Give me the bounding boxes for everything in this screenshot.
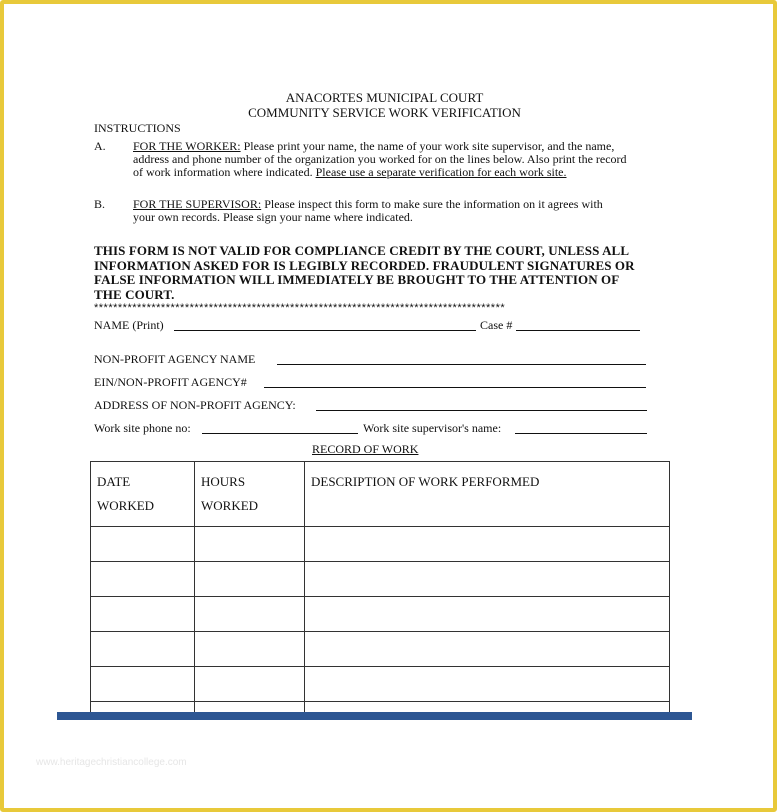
description-cell[interactable] xyxy=(305,597,670,632)
date-cell[interactable] xyxy=(91,667,195,702)
phone-label: Work site phone no: xyxy=(94,421,191,435)
supervisor-name-label: Work site supervisor's name: xyxy=(363,421,502,435)
hours-header-line-2: WORKED xyxy=(201,498,259,513)
instruction-a-line3 xyxy=(133,165,567,180)
description-header xyxy=(305,462,670,527)
date-header xyxy=(91,462,195,527)
separate-verification-note: Please use a separate verification for each work site. xyxy=(315,165,567,179)
ein-line[interactable] xyxy=(264,387,646,388)
agency-name-label: NON-PROFIT AGENCY NAME xyxy=(94,352,256,366)
worker-label: FOR THE WORKER: xyxy=(133,139,241,153)
instruction-a-line2: address and phone number of the organization you worked for on the lines below. Also print the record xyxy=(133,152,627,166)
date-cell[interactable] xyxy=(91,527,195,562)
warning-line-4: THE COURT. xyxy=(94,287,175,302)
instruction-b-letter: B. xyxy=(94,197,106,211)
date-header-line-1: DATE xyxy=(97,474,131,489)
hours-header-line-1: HOURS xyxy=(201,474,246,489)
date-header-line-2: WORKED xyxy=(97,498,155,513)
case-line[interactable] xyxy=(516,330,640,331)
address-label: ADDRESS OF NON-PROFIT AGENCY: xyxy=(94,398,296,412)
worker-text-3: of work information where indicated. xyxy=(133,165,316,179)
warning-line-1: THIS FORM IS NOT VALID FOR COMPLIANCE CREDIT BY THE COURT, UNLESS ALL xyxy=(94,243,630,258)
hours-cell[interactable] xyxy=(195,562,305,597)
table-cutoff xyxy=(88,720,678,760)
hours-cell[interactable] xyxy=(195,527,305,562)
ein-label: EIN/NON-PROFIT AGENCY# xyxy=(94,375,247,389)
agency-name-line[interactable] xyxy=(277,364,646,365)
date-cell[interactable] xyxy=(91,632,195,667)
hours-cell[interactable] xyxy=(195,597,305,632)
description-cell[interactable] xyxy=(305,527,670,562)
separator: ************************************************************************************** xyxy=(94,302,506,314)
date-cell[interactable] xyxy=(91,597,195,632)
warning-line-2: INFORMATION ASKED FOR IS LEGIBLY RECORDED. FRAUDULENT SIGNATURES OR xyxy=(94,258,635,273)
name-label: NAME (Print) xyxy=(94,318,164,332)
table-header-row xyxy=(91,462,670,527)
table-row xyxy=(91,667,670,702)
date-cell[interactable] xyxy=(91,562,195,597)
record-table xyxy=(90,461,670,737)
hours-header xyxy=(195,462,305,527)
worker-text-1: Please print your name, the name of your work site supervisor, and the name, xyxy=(240,139,615,153)
description-cell[interactable] xyxy=(305,562,670,597)
description-cell[interactable] xyxy=(305,632,670,667)
description-cell[interactable] xyxy=(305,667,670,702)
hours-cell[interactable] xyxy=(195,632,305,667)
address-line[interactable] xyxy=(316,410,647,411)
supervisor-text-1: Please inspect this form to make sure the information on it agrees with xyxy=(261,197,603,211)
instructions-heading: INSTRUCTIONS xyxy=(94,121,181,135)
phone-line[interactable] xyxy=(202,433,358,434)
warning-line-3: FALSE INFORMATION WILL IMMEDIATELY BE BROUGHT TO THE ATTENTION OF xyxy=(94,272,620,287)
supervisor-name-line[interactable] xyxy=(515,433,647,434)
watermark: www.heritagechristiancollege.com xyxy=(36,757,187,768)
hours-cell[interactable] xyxy=(195,667,305,702)
instruction-b-line2: your own records. Please sign your name where indicated. xyxy=(133,210,413,224)
description-header-text: DESCRIPTION OF WORK PERFORMED xyxy=(311,474,540,489)
table-row xyxy=(91,527,670,562)
table-row xyxy=(91,632,670,667)
form-title: COMMUNITY SERVICE WORK VERIFICATION xyxy=(248,105,521,120)
name-line[interactable] xyxy=(174,330,476,331)
case-label: Case # xyxy=(480,318,513,332)
table-row xyxy=(91,597,670,632)
instruction-a-letter: A. xyxy=(94,139,106,153)
record-heading: RECORD OF WORK xyxy=(312,442,419,456)
court-name: ANACORTES MUNICIPAL COURT xyxy=(285,90,484,105)
supervisor-label: FOR THE SUPERVISOR: xyxy=(133,197,262,211)
table-row xyxy=(91,562,670,597)
footer-bar xyxy=(57,712,692,720)
